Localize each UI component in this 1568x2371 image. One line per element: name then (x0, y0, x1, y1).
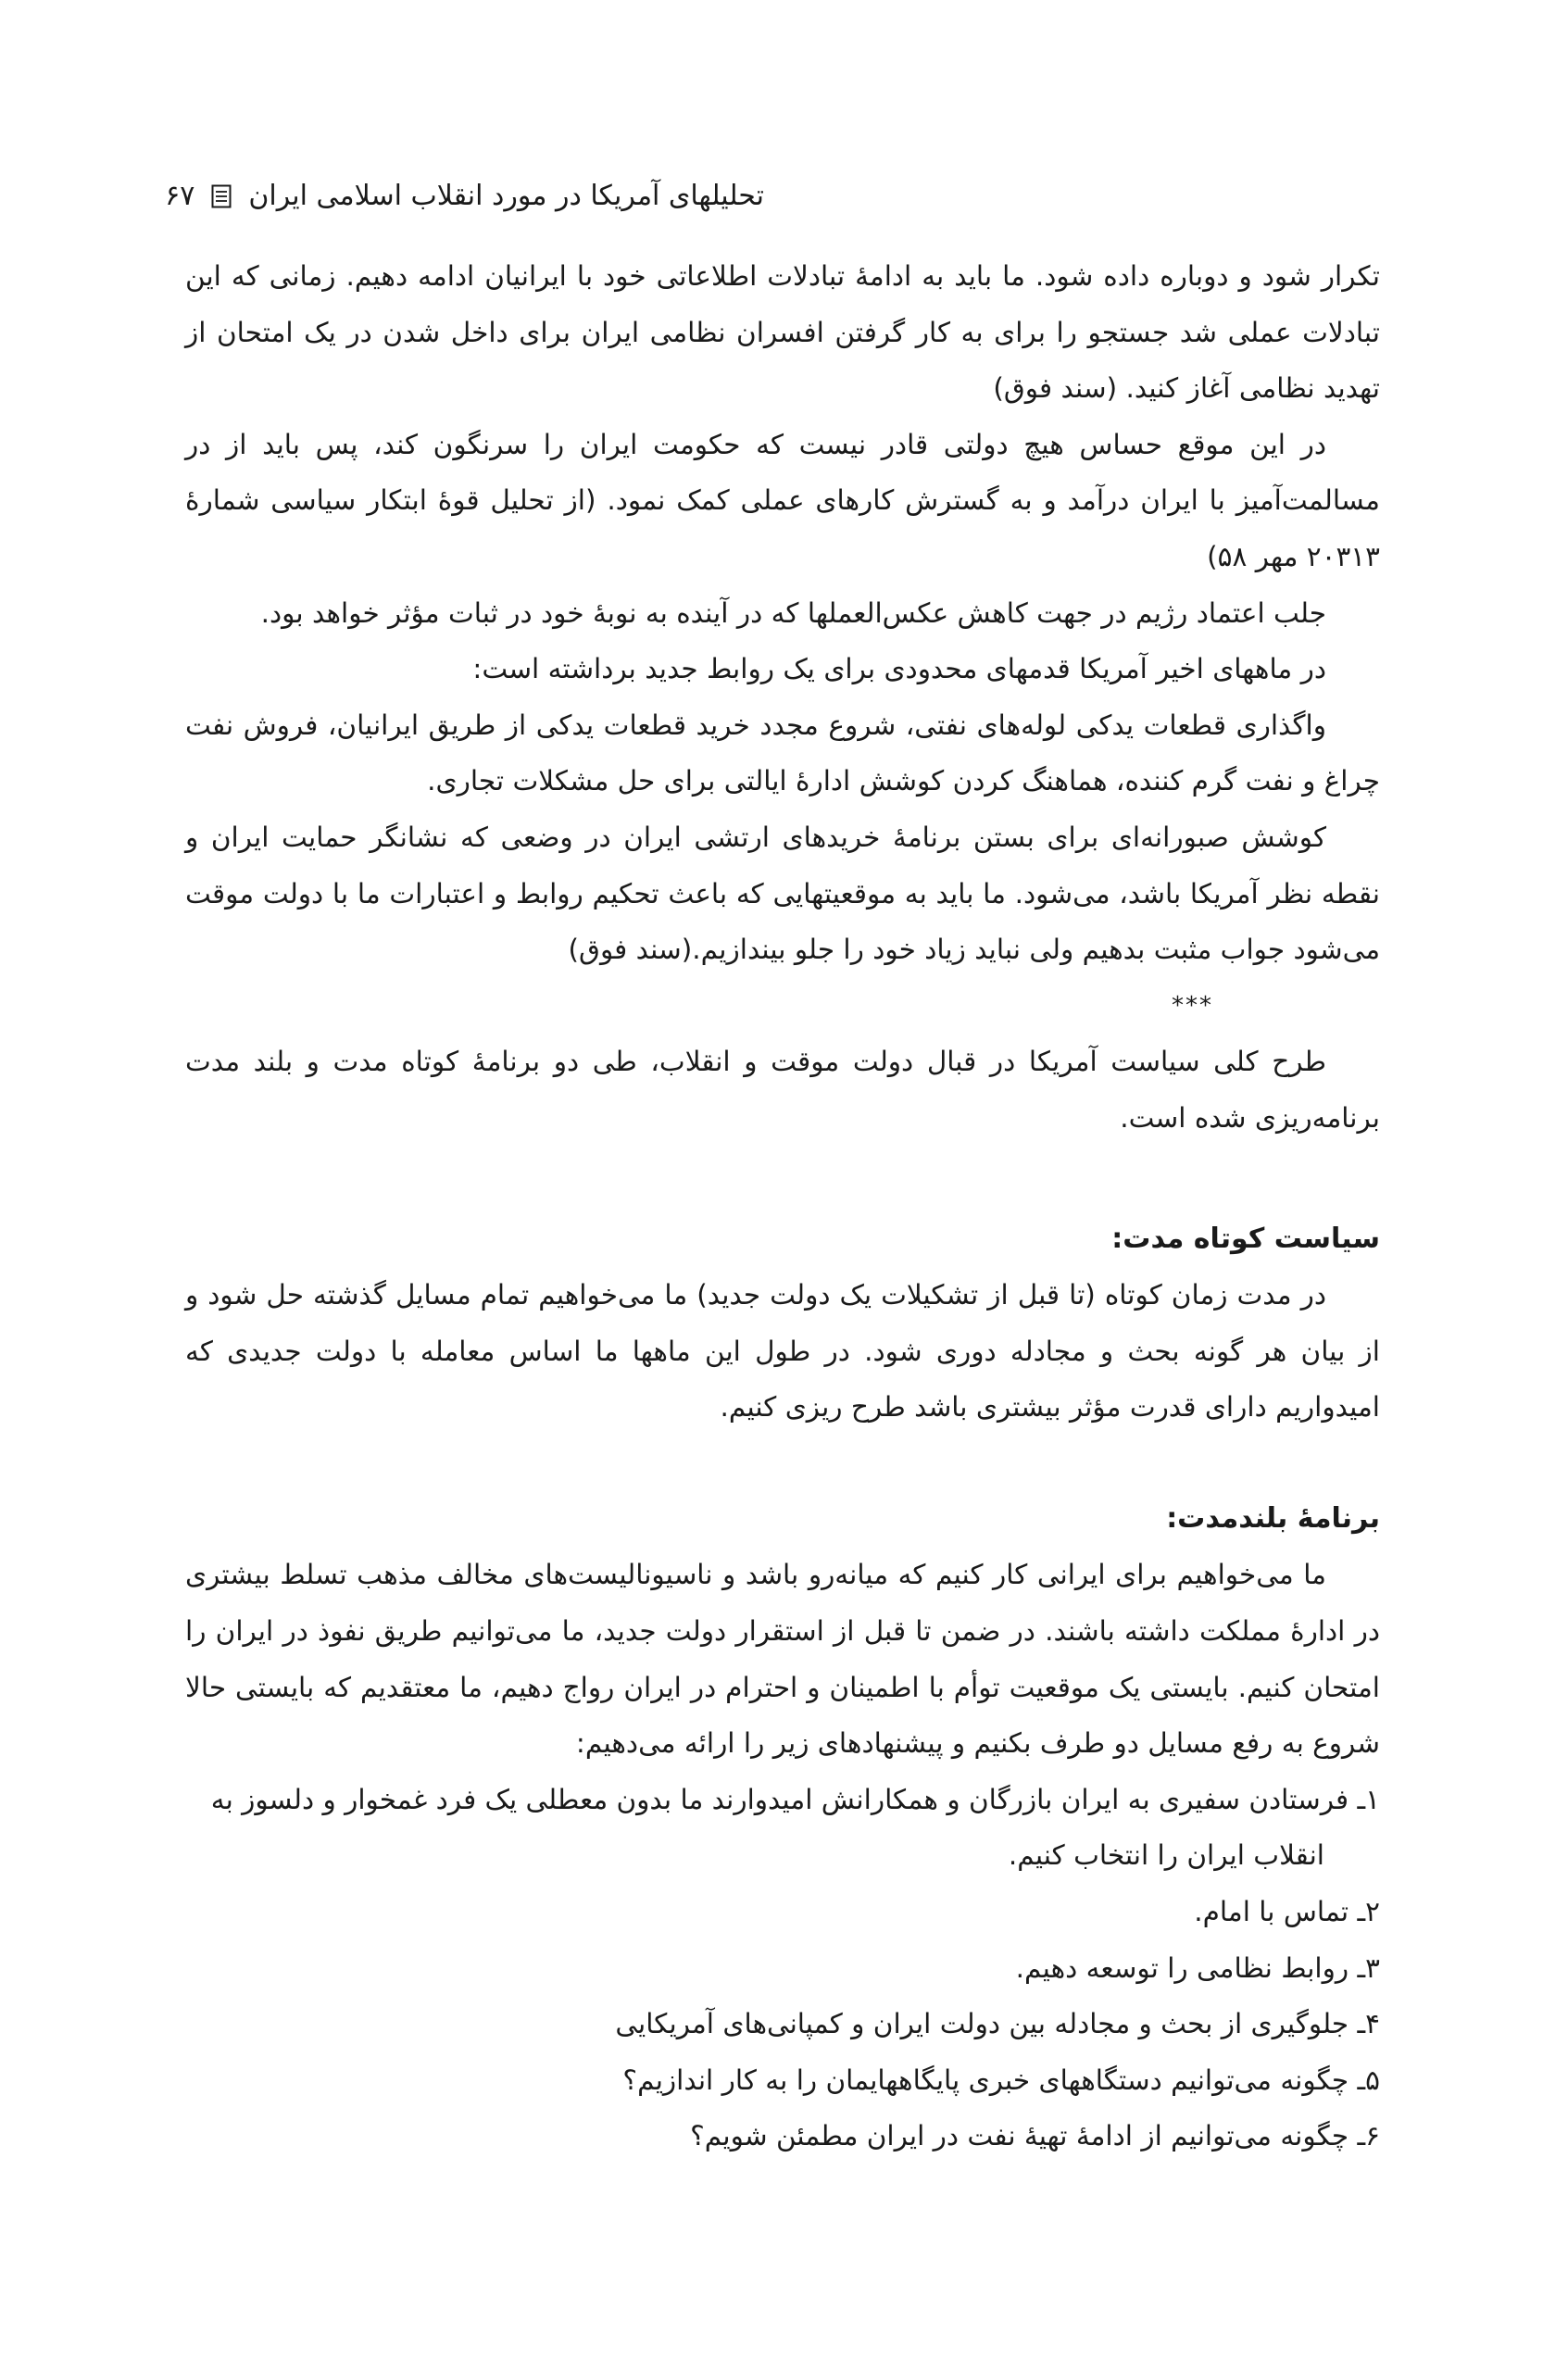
paragraph-continuation: تکرار شود و دوباره داده شود. ما باید به ادامهٔ تبادلات اطلاعاتی خود با ایرانیان ادامه دهیم. زمانی که این تبادلات عملی شد جستجو را برای به کار گرفتن افسران نظامی ایران برای داخل شدن در یک امتحان از تهدید نظامی آغاز کنید. (سند فوق) (185, 260, 1380, 405)
list-item: ۲ـ تماس با امام. (1194, 1896, 1380, 1928)
list-item: ۴ـ جلوگیری از بحث و مجادله بین دولت ایران و کمپانی‌های آمریکایی (615, 2008, 1380, 2040)
body-text (185, 248, 1380, 2164)
list-item: ۶ـ چگونه می‌توانیم از ادامهٔ تهیهٔ نفت در ایران مطمئن شویم؟ (690, 2120, 1380, 2152)
document-icon (211, 184, 232, 208)
page-number: ۶۷ (165, 180, 195, 212)
long-term-paragraph: ما می‌خواهیم برای ایرانی کار کنیم که میانه‌رو باشد و ناسیونالیست‌های مخالف مذهب تسلط بیشتری در ادارهٔ مملکت داشته باشند. در ضمن تا قبل از استقرار دولت جدید، ما می‌توانیم طریق نفوذ در ایران را امتحان کنیم. بایستی یک موقعیت توأم با اطمینان و احترام در ایران رواج دهیم، ما معتقدیم که بایستی حالا شروع به رفع مسایل دو طرف بکنیم و پیشنهادهای زیر را ارائه می‌دهیم: (185, 1559, 1380, 1760)
paragraph: جلب اعتماد رژیم در جهت کاهش عکس‌العملها که در آینده به نوبهٔ خود در ثبات مؤثر خواهد بود. (260, 596, 1326, 629)
list-item-text: ۱ـ فرستادن سفیری به ایران بازرگان و همکارانش امیدوارند ما بدون معطلی یک فرد غمخوار و دلسوز به (210, 1783, 1380, 1815)
spacer (185, 1147, 1380, 1211)
running-header (165, 178, 764, 215)
paragraph: واگذاری قطعات یدکی لوله‌های نفتی، شروع مجدد خرید قطعات یدکی از طریق ایرانیان، فروش نفت چراغ و نفت گرم کننده، هماهنگ کردن کوشش ادارهٔ ایالتی برای حل مشکلات تجاری. (185, 709, 1380, 797)
section-separator: *** (1172, 991, 1213, 1020)
paragraph: در این موقع حساس هیچ دولتی قادر نیست که حکومت ایران را سرنگون کند، پس باید از در مسالمت‌آمیز با ایران درآمد و به گسترش کارهای عملی کمک نمود. (از تحلیل قوهٔ ابتکار سیاسی شمارهٔ ۲۰۳۱۳ مهر ۵۸) (185, 428, 1380, 572)
list-item (185, 1772, 1380, 1884)
list-item: ۵ـ چگونه می‌توانیم دستگاههای خبری پایگاههایمان را به کار اندازیم؟ (622, 2064, 1380, 2096)
long-term-heading: برنامهٔ بلندمدت: (1166, 1501, 1380, 1535)
paragraph: کوشش صبورانه‌ای برای بستن برنامهٔ خریدهای ارتشی ایران در وضعی که نشانگر حمایت ایران و نقطه نظر آمریکا باشد، می‌شود. ما باید به موقعیتهایی که باعث تحکیم روابط و اعتبارات ما با دولت موقت می‌شود جواب مثبت بدهیم ولی نباید زیاد خود را جلو بیندازیم.(سند فوق) (185, 821, 1380, 966)
paragraph: در ماههای اخیر آمریکا قدمهای محدودی برای یک روابط جدید برداشته است: (472, 653, 1326, 685)
list-item-continuation: انقلاب ایران را انتخاب کنیم. (1008, 1839, 1324, 1872)
short-term-paragraph: در مدت زمان کوتاه (تا قبل از تشکیلات یک دولت جدید) ما می‌خواهیم تمام مسایل گذشته حل شود و از بیان هر گونه بحث و مجادله دوری شود. در طول این ماهها ما اساس معامله با دولت جدیدی که امیدواریم دارای قدرت مؤثر بیشتری باشد طرح ریزی کنیم. (185, 1279, 1380, 1424)
spacer (185, 1436, 1380, 1491)
overview-paragraph: طرح کلی سیاست آمریکا در قبال دولت موقت و انقلاب، طی دو برنامهٔ کوتاه مدت و بلند مدت برنامه‌ریزی شده است. (185, 1046, 1380, 1134)
short-term-heading: سیاست کوتاه مدت: (1111, 1222, 1380, 1255)
list-item: ۳ـ روابط نظامی را توسعه دهیم. (1015, 1951, 1380, 1984)
header-title: تحلیلهای آمریکا در مورد انقلاب اسلامی ایران (248, 180, 764, 212)
